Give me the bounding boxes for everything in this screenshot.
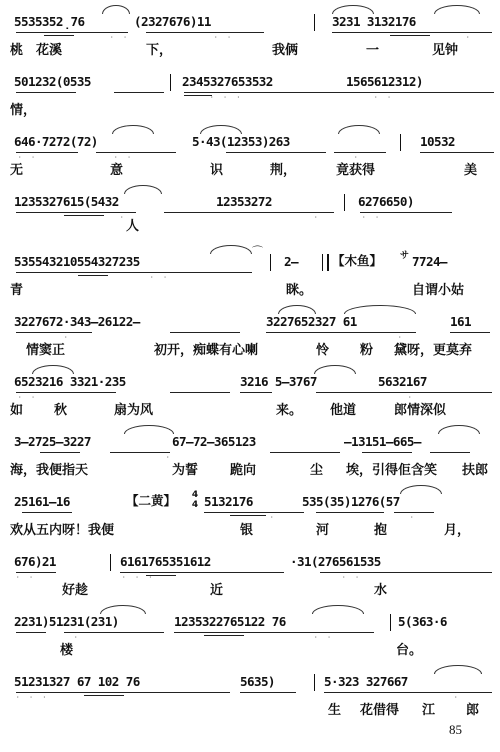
- notation-line: [14, 72, 494, 100]
- lyric: 水: [374, 583, 388, 598]
- lyric: 青: [10, 283, 24, 298]
- notation-line: [14, 552, 494, 580]
- beam: [16, 272, 252, 273]
- note-group: 501232(0535: [14, 74, 91, 89]
- note-group: –13151–665–: [344, 434, 421, 449]
- notation-line: [14, 132, 494, 160]
- beam: [430, 452, 470, 453]
- score-system-6: [0, 312, 500, 370]
- octave-dots: · ·: [16, 576, 36, 580]
- beam: [16, 92, 76, 93]
- score-system-8: [0, 432, 500, 490]
- lyric: 河: [316, 523, 330, 538]
- lyric: 花借得: [360, 703, 400, 718]
- lyrics-line: [10, 281, 494, 301]
- beam: [362, 452, 412, 453]
- note-group: 161: [450, 314, 471, 329]
- octave-dots: · ·: [214, 36, 234, 40]
- time-signature: [190, 490, 200, 510]
- notation-line: [14, 612, 494, 640]
- note-group: 3216 5–3767: [240, 374, 317, 389]
- lyric: 跪向: [230, 463, 257, 478]
- lyric: 荆，: [270, 163, 297, 178]
- lyrics-line: [10, 101, 494, 121]
- beam: [164, 212, 334, 213]
- time-signature-top: 4: [191, 490, 199, 500]
- beam: [316, 392, 492, 393]
- lyrics-line: [14, 581, 494, 601]
- note-group: 6523216 3321·235: [14, 374, 126, 389]
- beam: [16, 332, 92, 333]
- score-system-9: [0, 492, 500, 550]
- beam: [270, 452, 340, 453]
- beam: [114, 92, 164, 93]
- beam: [184, 95, 212, 96]
- beam: [16, 632, 46, 633]
- lyric: 情，: [10, 103, 37, 118]
- note-group: 5132176: [204, 494, 253, 509]
- beam: [40, 452, 80, 453]
- note-group: 2345327653532: [182, 74, 273, 89]
- octave-dots: ·: [466, 36, 473, 40]
- score-system-12: [0, 672, 500, 730]
- octave-dots: ·: [454, 696, 461, 700]
- beam: [450, 332, 490, 333]
- beam: [204, 635, 244, 636]
- octave-dots: ·: [410, 516, 417, 520]
- lyric: 黛呀，更莫弃: [394, 343, 473, 358]
- lyric: 扇为风: [114, 403, 154, 418]
- octave-dots: · ·: [18, 156, 38, 160]
- bar-line: [344, 194, 345, 211]
- note-group: 3–2725–3227: [14, 434, 91, 449]
- lyric: 花溪: [36, 43, 63, 58]
- lyrics-line: [10, 521, 494, 541]
- bar-line: [314, 14, 315, 31]
- beam: [170, 332, 240, 333]
- octave-dots: ·: [270, 516, 277, 520]
- fermata-icon: ⌒: [252, 245, 263, 258]
- octave-dots: · ·: [150, 276, 170, 280]
- beam: [240, 392, 272, 393]
- lyric: 抱: [374, 523, 388, 538]
- slur: [434, 5, 480, 14]
- octave-dots: · ·: [374, 96, 394, 100]
- note-group: 6276650): [358, 194, 414, 209]
- octave-dots: · · ·: [210, 96, 244, 100]
- octave-dots: ·: [398, 336, 405, 340]
- lyric: 人: [126, 219, 140, 234]
- beam: [420, 152, 494, 153]
- beam: [16, 572, 56, 573]
- lyric: 埃，引得佢含笑: [346, 463, 438, 478]
- lyrics-line: [10, 461, 494, 481]
- beam: [394, 512, 434, 513]
- note-group: 676)21: [14, 554, 56, 569]
- notation-line: [14, 672, 494, 700]
- octave-dots: · ·: [110, 36, 130, 40]
- lyric: 郎: [466, 703, 480, 718]
- lyric: 郎情深似: [394, 403, 447, 418]
- score-system-11: [0, 612, 500, 670]
- score-system-7: [0, 372, 500, 430]
- beam: [16, 212, 136, 213]
- note-group: 5635): [240, 674, 275, 689]
- bar-line: [390, 614, 391, 631]
- beam: [16, 32, 128, 33]
- time-signature-bottom: 4: [191, 500, 199, 510]
- beam: [204, 512, 304, 513]
- lyric: 来。: [276, 403, 303, 418]
- beam: [84, 695, 124, 696]
- lyric: 如: [10, 403, 24, 418]
- beam: [332, 32, 492, 33]
- note-group: 5·43(12353)263: [192, 134, 290, 149]
- lyric: 见钟: [432, 43, 459, 58]
- lyric: 意: [110, 163, 124, 178]
- note-group: 3227652327 61: [266, 314, 357, 329]
- beam: [120, 572, 284, 573]
- lyric: 尘: [310, 463, 324, 478]
- score-system-1: [0, 12, 500, 70]
- lyrics-line: [14, 701, 494, 721]
- note-group: 5632167: [378, 374, 427, 389]
- beam: [96, 152, 176, 153]
- lyric: 美: [464, 163, 478, 178]
- lyric: 好趁: [62, 583, 89, 598]
- octave-dots: ·: [314, 216, 321, 220]
- beam: [44, 35, 74, 36]
- note-group: 535(35)1276(57: [302, 494, 400, 509]
- page-number: 85: [449, 722, 462, 737]
- lyric: 竟获得: [336, 163, 376, 178]
- beam: [110, 452, 170, 453]
- note-group: 646·7272(72): [14, 134, 98, 149]
- octave-dots: · ·: [114, 156, 134, 160]
- note-group: 2–: [284, 254, 298, 269]
- lyric: 为誓: [172, 463, 199, 478]
- octave-dots: · · ·: [122, 576, 156, 580]
- beam: [266, 332, 416, 333]
- score-system-3: [0, 132, 500, 190]
- note-group: ·31(276561535: [290, 554, 381, 569]
- section-marker: 【木鱼】: [332, 253, 383, 268]
- notation-line: [14, 432, 494, 460]
- notation-line: [14, 372, 494, 400]
- octave-dots: ·: [166, 456, 173, 460]
- beam: [230, 515, 266, 516]
- beam: [320, 572, 492, 573]
- note-group: 3227672·343–26122–: [14, 314, 140, 329]
- lyric: 无: [10, 163, 24, 178]
- lyric: 粉: [360, 343, 374, 358]
- score-system-2: [0, 72, 500, 130]
- lyric: 楼: [60, 643, 74, 658]
- octave-dots: ·: [120, 216, 127, 220]
- bar-line: [400, 134, 401, 151]
- octave-dots: · ·: [342, 576, 362, 580]
- beam: [64, 215, 104, 216]
- lyric: 扶郎: [462, 463, 489, 478]
- notation-line: [14, 490, 494, 520]
- note-group: 5·323 327667: [324, 674, 408, 689]
- bar-line: [270, 254, 271, 271]
- lyric: 初开，痴蝶有心喇: [154, 343, 259, 358]
- octave-dots: ·: [354, 156, 361, 160]
- beam: [184, 92, 494, 93]
- lyric: 秋: [54, 403, 68, 418]
- lyric: 自谓小姑: [412, 283, 465, 298]
- notation-line: [14, 12, 494, 40]
- lyric: 一: [366, 43, 380, 58]
- bar-line: [170, 74, 171, 91]
- note-group: 3231 3132176: [332, 14, 416, 29]
- lyric: 生: [328, 703, 342, 718]
- octave-dots: · ·: [18, 396, 38, 400]
- beam: [174, 632, 374, 633]
- note-group: 10532: [420, 134, 455, 149]
- double-bar-line: [322, 254, 329, 271]
- lyric: 下，: [146, 43, 173, 58]
- note-group: 535543210554327235: [14, 254, 140, 269]
- beam: [360, 212, 452, 213]
- note-group: 1235322765122 76: [174, 614, 286, 629]
- note-group: (2327676)11: [134, 14, 211, 29]
- lyric: 桃: [10, 43, 24, 58]
- lyric: 江: [422, 703, 436, 718]
- beam: [22, 512, 72, 513]
- section-marker: 【二黄】: [126, 493, 177, 508]
- lyrics-line: [14, 341, 494, 361]
- slur: [102, 5, 130, 14]
- lyric: 欢从五内呀！我便: [10, 523, 115, 538]
- beam: [226, 152, 326, 153]
- lyric: 情窦正: [26, 343, 66, 358]
- beam: [64, 632, 164, 633]
- lyrics-line: [10, 161, 494, 181]
- beam: [146, 32, 264, 33]
- free-meter-mark: サ: [400, 251, 410, 261]
- beam: [16, 692, 230, 693]
- note-group: 25161–16: [14, 494, 70, 509]
- octave-dots: · ·: [362, 216, 382, 220]
- beam: [324, 692, 492, 693]
- notation-line: [14, 312, 494, 340]
- score-system-10: [0, 552, 500, 610]
- note-group: 67–72–365123: [172, 434, 256, 449]
- score-system-4: [0, 192, 500, 250]
- beam: [334, 152, 386, 153]
- beam: [16, 152, 78, 153]
- beam: [316, 512, 384, 513]
- note-group: 12353272: [216, 194, 272, 209]
- notation-line: [14, 192, 494, 220]
- notation-line: [14, 245, 494, 280]
- lyric: 月，: [444, 523, 471, 538]
- note-group: 5535352̣76: [14, 14, 85, 29]
- octave-dots: ·: [64, 336, 71, 340]
- bar-line: [314, 674, 315, 691]
- note-group: 2231)51231(231): [14, 614, 119, 629]
- octave-dots: · · ·: [16, 696, 50, 700]
- lyrics-line: [14, 221, 494, 241]
- note-group: 5(363·6: [398, 614, 447, 629]
- lyric: 怜: [316, 343, 330, 358]
- slur: [332, 5, 374, 14]
- beam: [240, 692, 296, 693]
- lyric: 近: [210, 583, 224, 598]
- lyric: 眯。: [286, 283, 313, 298]
- lyrics-line: [14, 641, 494, 661]
- lyric: 识: [210, 163, 224, 178]
- note-group: 6161765351612: [120, 554, 211, 569]
- beam: [170, 392, 230, 393]
- lyric: 他道: [330, 403, 357, 418]
- octave-dots: · ·: [314, 636, 334, 640]
- note-group: 1235327615(5432: [14, 194, 119, 209]
- lyrics-line: [10, 401, 494, 421]
- lyrics-line: [10, 41, 494, 61]
- note-group: 51231327 67 102 76: [14, 674, 140, 689]
- beam: [78, 275, 108, 276]
- note-group: 1565612312): [346, 74, 423, 89]
- bar-line: [110, 554, 111, 571]
- lyric: 银: [240, 523, 254, 538]
- score-system-5: [0, 245, 500, 310]
- beam: [390, 35, 430, 36]
- lyric: 台。: [396, 643, 423, 658]
- lyric: 我俩: [272, 43, 299, 58]
- octave-dots: ·: [408, 396, 415, 400]
- beam: [16, 392, 116, 393]
- lyric: 海，我便指天: [10, 463, 89, 478]
- octave-dots: ·: [74, 636, 81, 640]
- note-group: 7724–: [412, 254, 447, 269]
